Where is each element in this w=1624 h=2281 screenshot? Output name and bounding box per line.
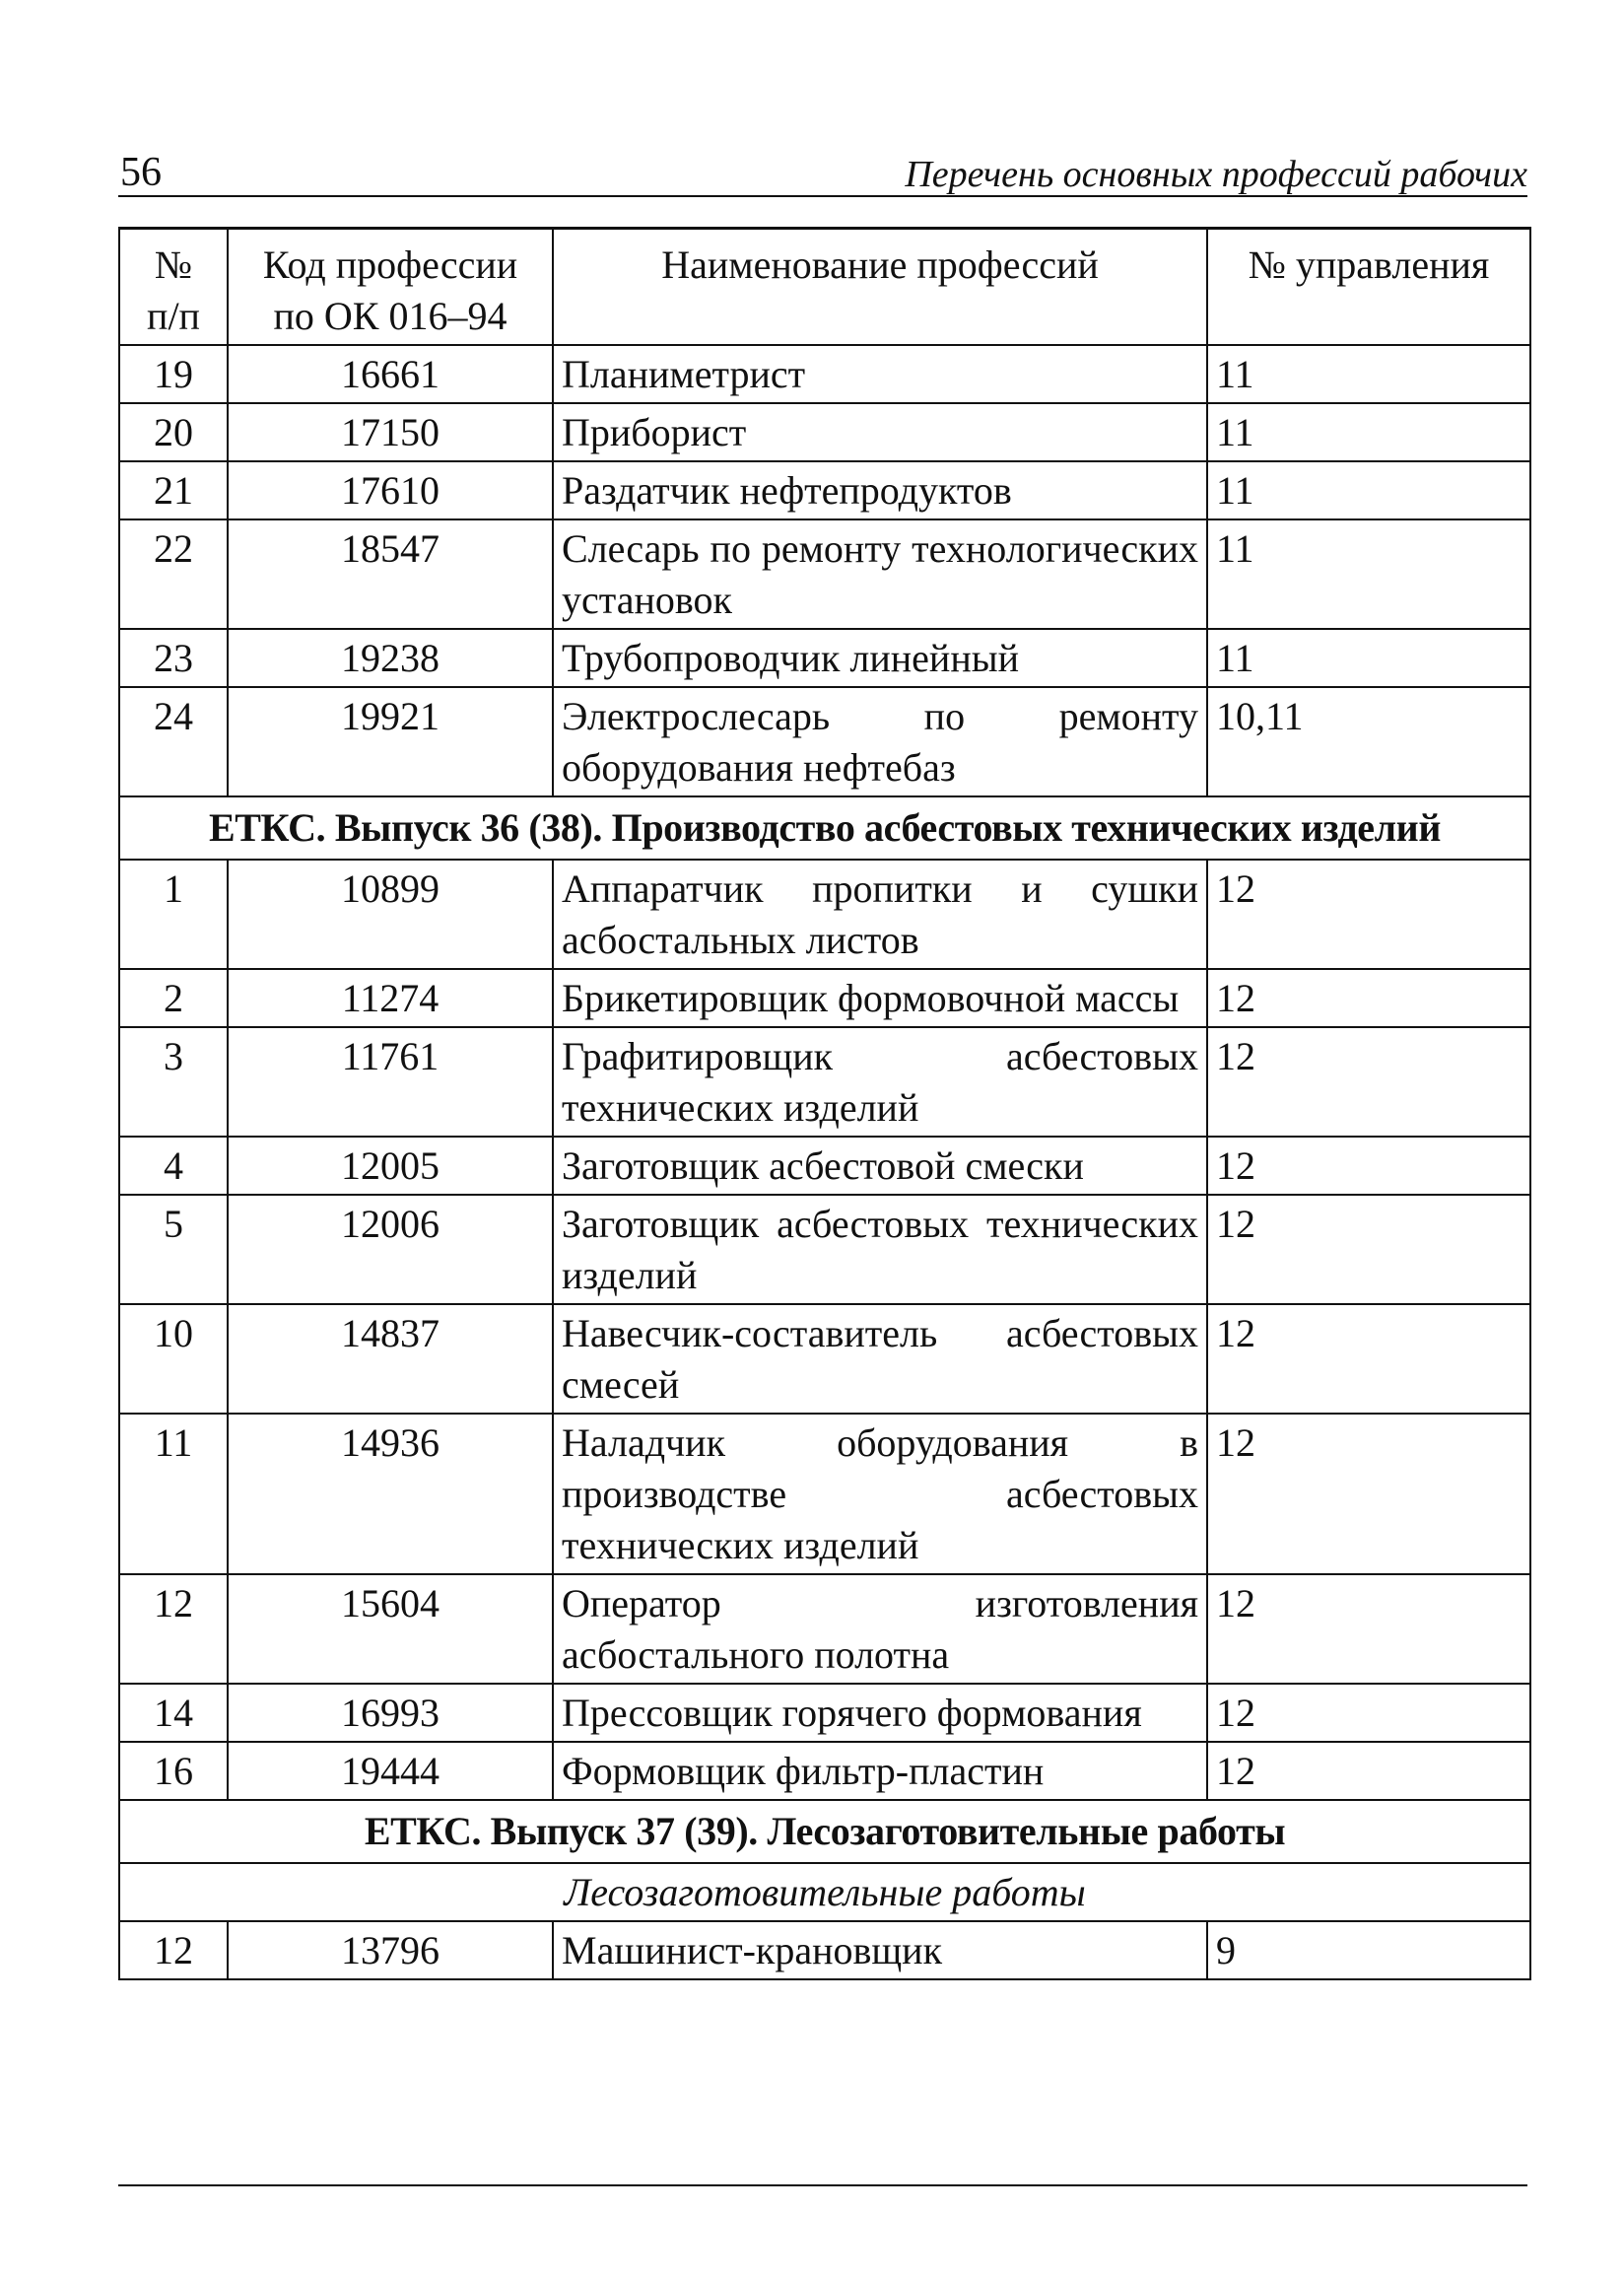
row-name: Навесчик-составитель асбестовых смесей [553,1304,1207,1414]
row-name: Графитировщик асбестовых технических изделий [553,1027,1207,1137]
section-heading-37 [119,1800,1530,1863]
table-row [119,687,1530,796]
row-dept: 11 [1207,345,1530,403]
table-row [119,1742,1530,1800]
section-title-36: ЕТКС. Выпуск 36 (38). Производство асбестовых технических изделий [119,796,1530,860]
table-row [119,1304,1530,1414]
row-name: Электрослесарь по ремонту оборудования нефтебаз [553,687,1207,796]
table-row [119,1921,1530,1979]
table-header-row [119,229,1530,346]
row-name: Прессовщик горячего формования [553,1684,1207,1742]
row-dept: 12 [1207,1304,1530,1414]
row-num: 4 [119,1137,228,1195]
row-dept: 9 [1207,1921,1530,1979]
page-number: 56 [120,150,162,195]
table-row [119,519,1530,629]
row-name: Трубопроводчик линейный [553,629,1207,687]
table-row [119,1574,1530,1684]
table-row [119,1195,1530,1304]
table-row [119,345,1530,403]
row-dept: 12 [1207,1742,1530,1800]
row-code: 12005 [228,1137,553,1195]
row-name: Формовщик фильтр-пластин [553,1742,1207,1800]
row-name: Брикетировщик формовочной массы [553,969,1207,1027]
row-num: 16 [119,1742,228,1800]
row-num: 21 [119,461,228,519]
row-num: 5 [119,1195,228,1304]
row-code: 10899 [228,860,553,969]
row-code: 16661 [228,345,553,403]
row-dept: 11 [1207,403,1530,461]
header-code [228,229,553,346]
row-dept: 12 [1207,1195,1530,1304]
table-row [119,1414,1530,1574]
row-num: 12 [119,1921,228,1979]
row-code: 17610 [228,461,553,519]
row-num: 2 [119,969,228,1027]
section-title-37: ЕТКС. Выпуск 37 (39). Лесозаготовительные работы [119,1800,1530,1863]
footer-rule [118,2184,1527,2186]
row-code: 17150 [228,403,553,461]
row-dept: 12 [1207,1684,1530,1742]
row-num: 22 [119,519,228,629]
row-num: 20 [119,403,228,461]
row-dept: 10,11 [1207,687,1530,796]
row-num: 24 [119,687,228,796]
row-name: Раздатчик нефтепродуктов [553,461,1207,519]
row-name: Слесарь по ремонту технологических установок [553,519,1207,629]
header-num [119,229,228,346]
row-code: 14837 [228,1304,553,1414]
row-name: Наладчик оборудования в производстве асбестовых технических изделий [553,1414,1207,1574]
row-name: Приборист [553,403,1207,461]
header-code-line2: по ОК 016–94 [273,294,508,338]
row-code: 11761 [228,1027,553,1137]
row-dept: 11 [1207,461,1530,519]
subsection-heading [119,1863,1530,1921]
table-row [119,969,1530,1027]
row-code: 19921 [228,687,553,796]
row-num: 10 [119,1304,228,1414]
row-dept: 12 [1207,969,1530,1027]
row-code: 18547 [228,519,553,629]
row-code: 19444 [228,1742,553,1800]
professions-table [118,227,1531,1980]
row-dept: 11 [1207,629,1530,687]
table-row [119,629,1530,687]
row-name: Заготовщик асбестовых технических изделий [553,1195,1207,1304]
row-num: 19 [119,345,228,403]
header-code-line1: Код профессии [262,242,518,287]
table-row [119,403,1530,461]
row-dept: 12 [1207,1574,1530,1684]
row-num: 1 [119,860,228,969]
table-row [119,1137,1530,1195]
row-num: 11 [119,1414,228,1574]
header-num-line2: п/п [147,294,200,338]
row-dept: 12 [1207,1414,1530,1574]
row-num: 14 [119,1684,228,1742]
row-dept: 12 [1207,860,1530,969]
table-row [119,1027,1530,1137]
table-row [119,1684,1530,1742]
header-dept: № управления [1207,229,1530,346]
row-code: 12006 [228,1195,553,1304]
row-name: Заготовщик асбестовой смески [553,1137,1207,1195]
row-name: Аппаратчик пропитки и сушки асбостальных листов [553,860,1207,969]
row-code: 19238 [228,629,553,687]
row-code: 16993 [228,1684,553,1742]
row-code: 15604 [228,1574,553,1684]
table-row [119,860,1530,969]
header-num-line1: № [154,242,193,287]
row-num: 23 [119,629,228,687]
row-dept: 12 [1207,1027,1530,1137]
section-heading-36 [119,796,1530,860]
row-name: Планиметрист [553,345,1207,403]
row-code: 14936 [228,1414,553,1574]
header-name: Наименование профессий [553,229,1207,346]
row-dept: 12 [1207,1137,1530,1195]
row-code: 13796 [228,1921,553,1979]
row-name: Оператор изготовления асбостального полотна [553,1574,1207,1684]
row-num: 3 [119,1027,228,1137]
row-num: 12 [119,1574,228,1684]
page-header [118,138,1527,197]
table-row [119,461,1530,519]
row-code: 11274 [228,969,553,1027]
running-title: Перечень основных профессий рабочих [905,154,1527,195]
row-dept: 11 [1207,519,1530,629]
row-name: Машинист-крановщик [553,1921,1207,1979]
subsection-title: Лесозаготовительные работы [119,1863,1530,1921]
